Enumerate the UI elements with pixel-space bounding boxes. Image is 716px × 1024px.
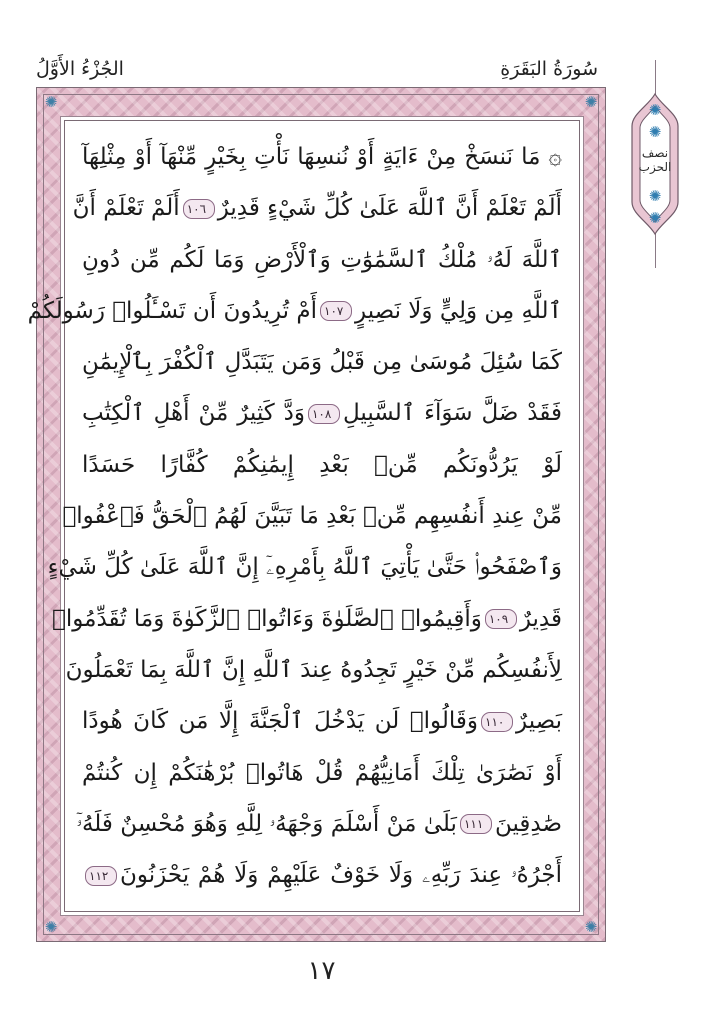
verse-line [82, 132, 562, 183]
verse-lines [27, 132, 562, 901]
juz-name: الجُزْءُ الأَوَّلُ [36, 58, 124, 80]
verse-line [82, 696, 562, 747]
hizb-marker [628, 92, 682, 236]
verse-text: ۞ مَا نَنسَخْ مِنْ ءَايَةٍ أَوْ نُنسِهَا نَأْتِ بِخَيْرٍ مِّنْهَآ أَوْ مِثْلِهَآ [82, 144, 562, 170]
verse-text: وَأَقِيمُوا۟ ٱلصَّلَوٰةَ وَءَاتُوا۟ ٱلزَّكَوٰةَ وَمَا تُقَدِّمُوا۟ [52, 605, 482, 632]
verse-line [76, 799, 562, 850]
verse-line [82, 337, 562, 388]
star-ornament-icon: ✺ [648, 209, 662, 227]
verse-line [82, 748, 562, 799]
ayah-number-marker: ١١٢ [85, 866, 117, 886]
verse-line [82, 388, 562, 439]
verse-line [72, 183, 562, 234]
verse-text: وَٱصْفَحُوا۟ حَتَّىٰ يَأْتِيَ ٱللَّهُ بِأَمْرِهِۦٓ إِنَّ ٱللَّهَ عَلَىٰ كُلِّ شَيْءٍ [47, 554, 562, 581]
page-number: ١٧ [307, 956, 336, 986]
verse-text: مِّنْ عِندِ أَنفُسِهِم مِّنۢ بَعْدِ مَا تَبَيَّنَ لَهُمُ ٱلْحَقُّ فَٱعْفُوا۟ [62, 503, 562, 530]
verse-line [62, 491, 562, 542]
verse-line [47, 542, 562, 593]
ayah-number-marker: ١١١ [460, 814, 492, 834]
ayah-number-marker: ١١٠ [481, 712, 513, 732]
ayah-number-marker: ١٠٩ [485, 609, 517, 629]
ayah-number-marker: ١٠٦ [183, 199, 215, 219]
verse-text: أَمْ تُرِيدُونَ أَن تَسْـَٔلُوا۟ رَسُولَكُمْ [27, 297, 317, 324]
verse-text: كَمَا سُئِلَ مُوسَىٰ مِن قَبْلُ وَمَن يَتَبَدَّلِ ٱلْكُفْرَ بِٱلْإِيمَٰنِ [82, 349, 562, 376]
verse-text: بَصِيرٌ [516, 708, 562, 735]
verse-line [65, 645, 562, 696]
star-ornament-icon: ✺ [648, 101, 662, 119]
verse-text: أَوْ نَصَٰرَىٰ تِلْكَ أَمَانِيُّهُمْ قُلْ هَاتُوا۟ بُرْهَٰنَكُمْ إِن كُنتُمْ [82, 759, 562, 786]
verse-text: أَلَمْ تَعْلَمْ أَنَّ ٱللَّهَ عَلَىٰ كُلِّ شَيْءٍ قَدِيرٌ [217, 195, 562, 222]
verse-text: فَقَدْ ضَلَّ سَوَآءَ ٱلسَّبِيلِ [342, 400, 562, 427]
verse-line [82, 440, 562, 491]
verse-text: ٱللَّهَ لَهُۥ مُلْكُ ٱلسَّمَٰوَٰتِ وَٱلْأَرْضِ وَمَا لَكُم مِّن دُونِ [82, 246, 562, 273]
verse-line [27, 286, 562, 337]
verse-text: وَدَّ كَثِيرٌ مِّنْ أَهْلِ ٱلْكِتَٰبِ [82, 400, 305, 427]
ayah-number-marker: ١٠٧ [320, 301, 352, 321]
ayah-number-marker: ١٠٨ [308, 404, 340, 424]
corner-ornament-icon: ✺ [44, 918, 58, 936]
verse-text: أَلَمْ تَعْلَمْ أَنَّ [72, 195, 180, 222]
verse-text: بَلَىٰ مَنْ أَسْلَمَ وَجْهَهُۥ لِلَّهِ وَهُوَ مُحْسِنٌ فَلَهُۥٓ [76, 810, 457, 837]
corner-ornament-icon: ✺ [584, 918, 598, 936]
verse-text: صَٰدِقِينَ [494, 810, 562, 837]
star-ornament-icon: ✺ [648, 187, 662, 205]
verse-text: لَوْ يَرُدُّونَكُم مِّنۢ بَعْدِ إِيمَٰنِكُمْ كُفَّارًا حَسَدًا [82, 451, 562, 478]
corner-ornament-icon: ✺ [584, 93, 598, 111]
verse-line [82, 850, 562, 901]
verse-text: وَقَالُوا۟ لَن يَدْخُلَ ٱلْجَنَّةَ إِلَّا مَن كَانَ هُودًا [82, 708, 479, 735]
verse-text: أَجْرُهُۥ عِندَ رَبِّهِۦ وَلَا خَوْفٌ عَلَيْهِمْ وَلَا هُمْ يَحْزَنُونَ [120, 862, 562, 889]
star-ornament-icon: ✺ [648, 123, 662, 141]
hizb-label: نصف الحزب [638, 146, 672, 174]
surah-name: سُورَةُ البَقَرَةِ [500, 58, 598, 80]
verse-line [82, 235, 562, 286]
verse-text: قَدِيرٌ [519, 605, 562, 632]
verse-line [52, 594, 562, 645]
verse-text: لِأَنفُسِكُم مِّنْ خَيْرٍ تَجِدُوهُ عِندَ ٱللَّهِ إِنَّ ٱللَّهَ بِمَا تَعْمَلُونَ [65, 656, 562, 683]
verse-text: ٱللَّهِ مِن وَلِيٍّ وَلَا نَصِيرٍ [355, 297, 562, 324]
corner-ornament-icon: ✺ [44, 93, 58, 111]
